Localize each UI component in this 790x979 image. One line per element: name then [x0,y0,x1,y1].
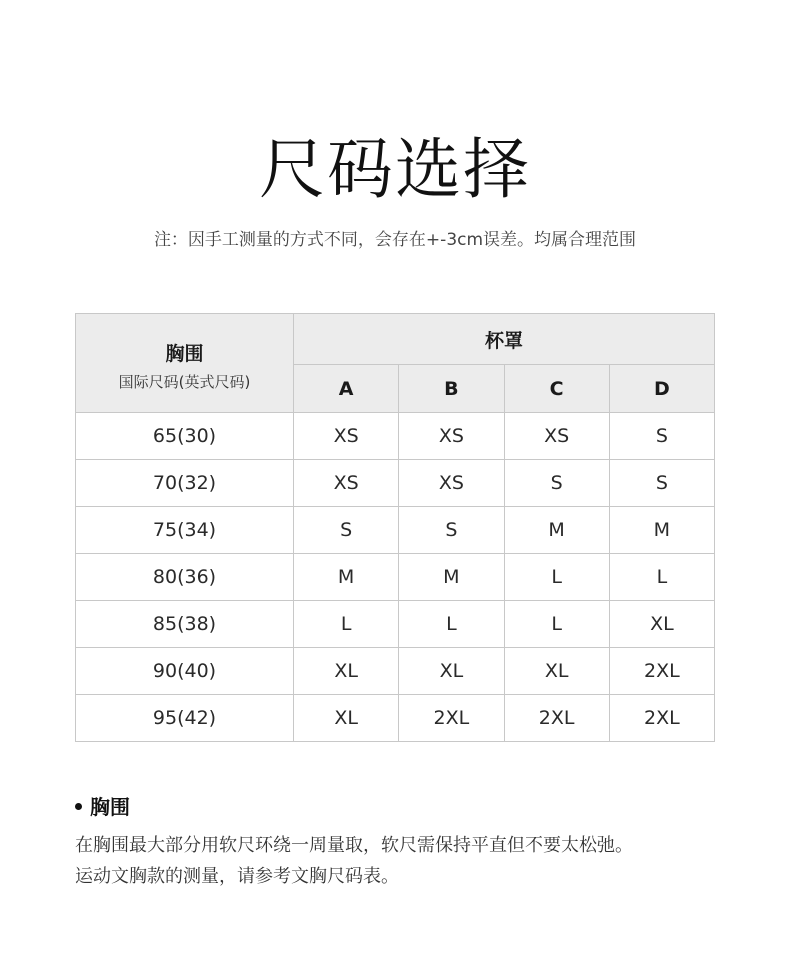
bust-header-sublabel: 国际尺码(英式尺码) [118,373,251,391]
bullet-icon [75,803,82,810]
measurement-note: 注：因手工测量的方式不同，会存在+-3cm误差。均属合理范围 [153,230,637,250]
band-size-cell: 90(40) [76,648,294,695]
measurement-instruction-line: 在胸围最大部分用软尺环绕一周量取，软尺需保持平直但不要太松弛。 [75,835,633,856]
cup-header-c: C [504,365,609,413]
cup-header-d: D [609,365,714,413]
band-size-cell: 70(32) [76,460,294,507]
table-row [76,413,715,460]
size-cell: S [399,507,504,554]
size-cell: M [609,507,714,554]
size-cell: L [504,554,609,601]
size-cell: XS [294,460,399,507]
size-cell: XS [294,413,399,460]
size-cell: 2XL [504,695,609,742]
size-cell: 2XL [609,648,714,695]
size-cell: L [504,601,609,648]
table-row [76,460,715,507]
page-title: 尺码选择 [259,131,531,208]
size-cell: S [504,460,609,507]
size-cell: XL [399,648,504,695]
cup-group-header: 杯罩 [294,314,715,365]
size-cell: XL [609,601,714,648]
size-cell: 2XL [609,695,714,742]
table-row [76,601,715,648]
bust-header-cell [76,314,294,413]
band-size-cell: 80(36) [76,554,294,601]
table-row [76,648,715,695]
size-cell: S [294,507,399,554]
size-cell: XL [504,648,609,695]
cup-header-b: B [399,365,504,413]
size-cell: L [609,554,714,601]
size-cell: M [294,554,399,601]
table-header-row [76,314,715,365]
table-row [76,695,715,742]
size-cell: 2XL [399,695,504,742]
measurement-instruction-line: 运动文胸款的测量，请参考文胸尺码表。 [75,866,399,887]
bust-header-label: 胸围 [165,343,204,365]
table-row [76,507,715,554]
band-size-cell: 85(38) [76,601,294,648]
size-cell: XS [399,413,504,460]
band-size-cell: 75(34) [76,507,294,554]
bust-section-heading-text: 胸围 [90,795,130,819]
size-cell: M [504,507,609,554]
bust-section-heading [75,793,130,821]
size-cell: XS [504,413,609,460]
size-cell: XL [294,648,399,695]
size-cell: XL [294,695,399,742]
size-cell: L [294,601,399,648]
size-cell: XS [399,460,504,507]
cup-header-a: A [294,365,399,413]
size-cell: S [609,413,714,460]
band-size-cell: 65(30) [76,413,294,460]
table-row [76,554,715,601]
size-chart-table [75,313,715,742]
band-size-cell: 95(42) [76,695,294,742]
size-cell: S [609,460,714,507]
size-cell: M [399,554,504,601]
size-cell: L [399,601,504,648]
